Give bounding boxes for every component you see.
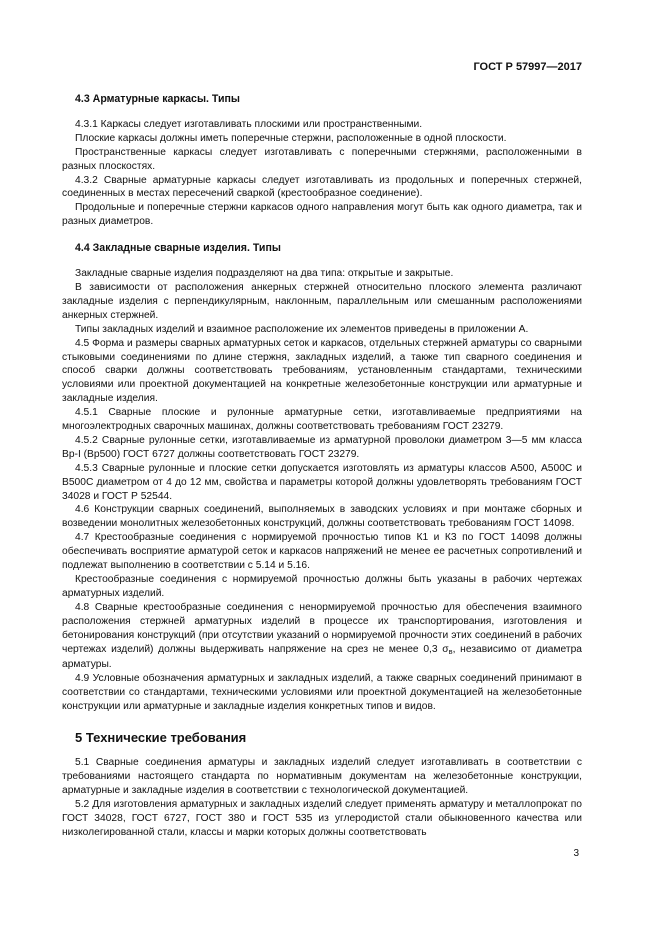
standard-header: ГОСТ Р 57997—2017 <box>473 61 582 73</box>
para-appendix-a: Типы закладных изделий и взаимное расположение их элементов приведены в приложении А. <box>75 323 529 335</box>
heading-4-4: 4.4 Закладные сварные изделия. Типы <box>75 242 281 255</box>
page-content <box>62 93 582 839</box>
para-4-7: 4.7 Крестообразные соединения с нормируемой прочностью типов К1 и К3 по ГОСТ 14098 должны обеспечивать восприятие арматурой сеток и каркасов напряжений не менее ее расчетных сопротивлений и подлежат выполнению в соответствии с 5.14 и 5.16. <box>62 532 582 572</box>
para-4-5-3: 4.5.3 Сварные рулонные и плоские сетки допускается изготовлять из арматуры классов А500, А500С и В500С диаметром от 4 до 12 мм, свойства и параметры которой должны удовлетворять требованиям ГОСТ 34028 и ГОСТ Р 52544. <box>62 462 582 502</box>
para-4-6: 4.6 Конструкции сварных соединений, выполняемых в заводских условиях и при монтаже сборных и возведении монолитных железобетонных конструкций, должны соответствовать требованиям ГОСТ 14098. <box>62 504 582 530</box>
heading-section-5: 5 Технические требования <box>75 730 247 746</box>
para-4-5: 4.5 Форма и размеры сварных арматурных сеток и каркасов, отдельных стержней арматуры со сварными стыковыми соединениями по длине стержня, закладных изделий, а также тип сварного соединения и способ сварки должны соответствовать требованиям, установленным стандартами, техническими условиями или проектной документацией на конкретные железобетонные конструкции или арматурные и закладные изделия. <box>62 337 582 405</box>
para-4-8 <box>62 601 582 673</box>
para-4-8-text: 4.8 Сварные крестообразные соединения с ненормируемой прочностью для обеспечения взаимного расположения стержней арматурных изделий в процессе их транспортирования, изготовления и бетонирования конструкций (при отсутствии указаний о нормируемой прочности этих соединений в рабочих чертежах изделий) должны выдерживать напряжение на срез не менее 0,3 σ <box>62 601 582 655</box>
para-5-2: 5.2 Для изготовления арматурных и закладных изделий следует применять арматуру и металлопрокат по ГОСТ 34028, ГОСТ 6727, ГОСТ 380 и ГОСТ 535 из углеродистой стали обыкновенного качества или низколегированной стали, классы и марки которых должны соответствовать <box>62 798 582 838</box>
para-spatial-frames: Пространственные каркасы следует изготавливать с поперечными стержнями, расположенными в разных плоскостях. <box>62 146 582 172</box>
sigma-subscript: в <box>448 646 453 656</box>
para-4-7-drawings: Крестообразные соединения с нормируемой прочностью должны быть указаны в рабочих чертежах арматурных изделий. <box>62 574 582 599</box>
para-bar-diameters: Продольные и поперечные стержни каркасов одного направления могут быть как одного диаметра, так и разных диаметров. <box>62 202 582 228</box>
para-4-5-2: 4.5.2 Сварные рулонные сетки, изготавливаемые из арматурной проволоки диаметром 3—5 мм класса Вр-I (Вр500) ГОСТ 6727 должны соответствовать ГОСТ 23279. <box>62 434 582 460</box>
heading-4-3: 4.3 Арматурные каркасы. Типы <box>75 93 240 105</box>
para-5-1: 5.1 Сварные соединения арматуры и закладных изделий следует изготавливать в соответствии с требованиями настоящего стандарта по нормативным документам на железобетонные конструкции, арматурные и закладные изделия в соответствии с технологической документацией. <box>62 756 582 796</box>
para-4-9: 4.9 Условные обозначения арматурных и закладных изделий, а также сварных соединений принимают в соответствии со стандартами, техническими условиями или проектной документацией на железобетонные конструкции или арматурные и закладные изделия конкретных типов и видов. <box>62 673 582 713</box>
para-embedded-types: Закладные сварные изделия подразделяют на два типа: открытые и закрытые. <box>75 268 454 280</box>
para-flat-frames: Плоские каркасы должны иметь поперечные стержни, расположенные в одной плоскости. <box>75 132 507 144</box>
para-4-3-1: 4.3.1 Каркасы следует изготавливать плоскими или пространственными. <box>75 118 423 130</box>
para-4-5-1: 4.5.1 Сварные плоские и рулонные арматурные сетки, изготавливаемые предприятиями на многоэлектродных сварочных машинах, должны соответствовать требованиям ГОСТ 23279. <box>62 407 582 433</box>
para-4-8-tail: , независимо от диаметра арматуры. <box>62 643 583 671</box>
page-number: 3 <box>573 848 579 859</box>
para-4-3-2: 4.3.2 Сварные арматурные каркасы следует изготавливать из продольных и поперечных стержней, соединенных в местах пересечений сваркой (крестообразное соединение). <box>62 174 582 200</box>
para-anchor-layout: В зависимости от расположения анкерных стержней относительно плоского элемента различают закладные изделия с перпендикулярным, наклонным, параллельным или смешанным расположениями анкерных стержней. <box>62 281 582 321</box>
